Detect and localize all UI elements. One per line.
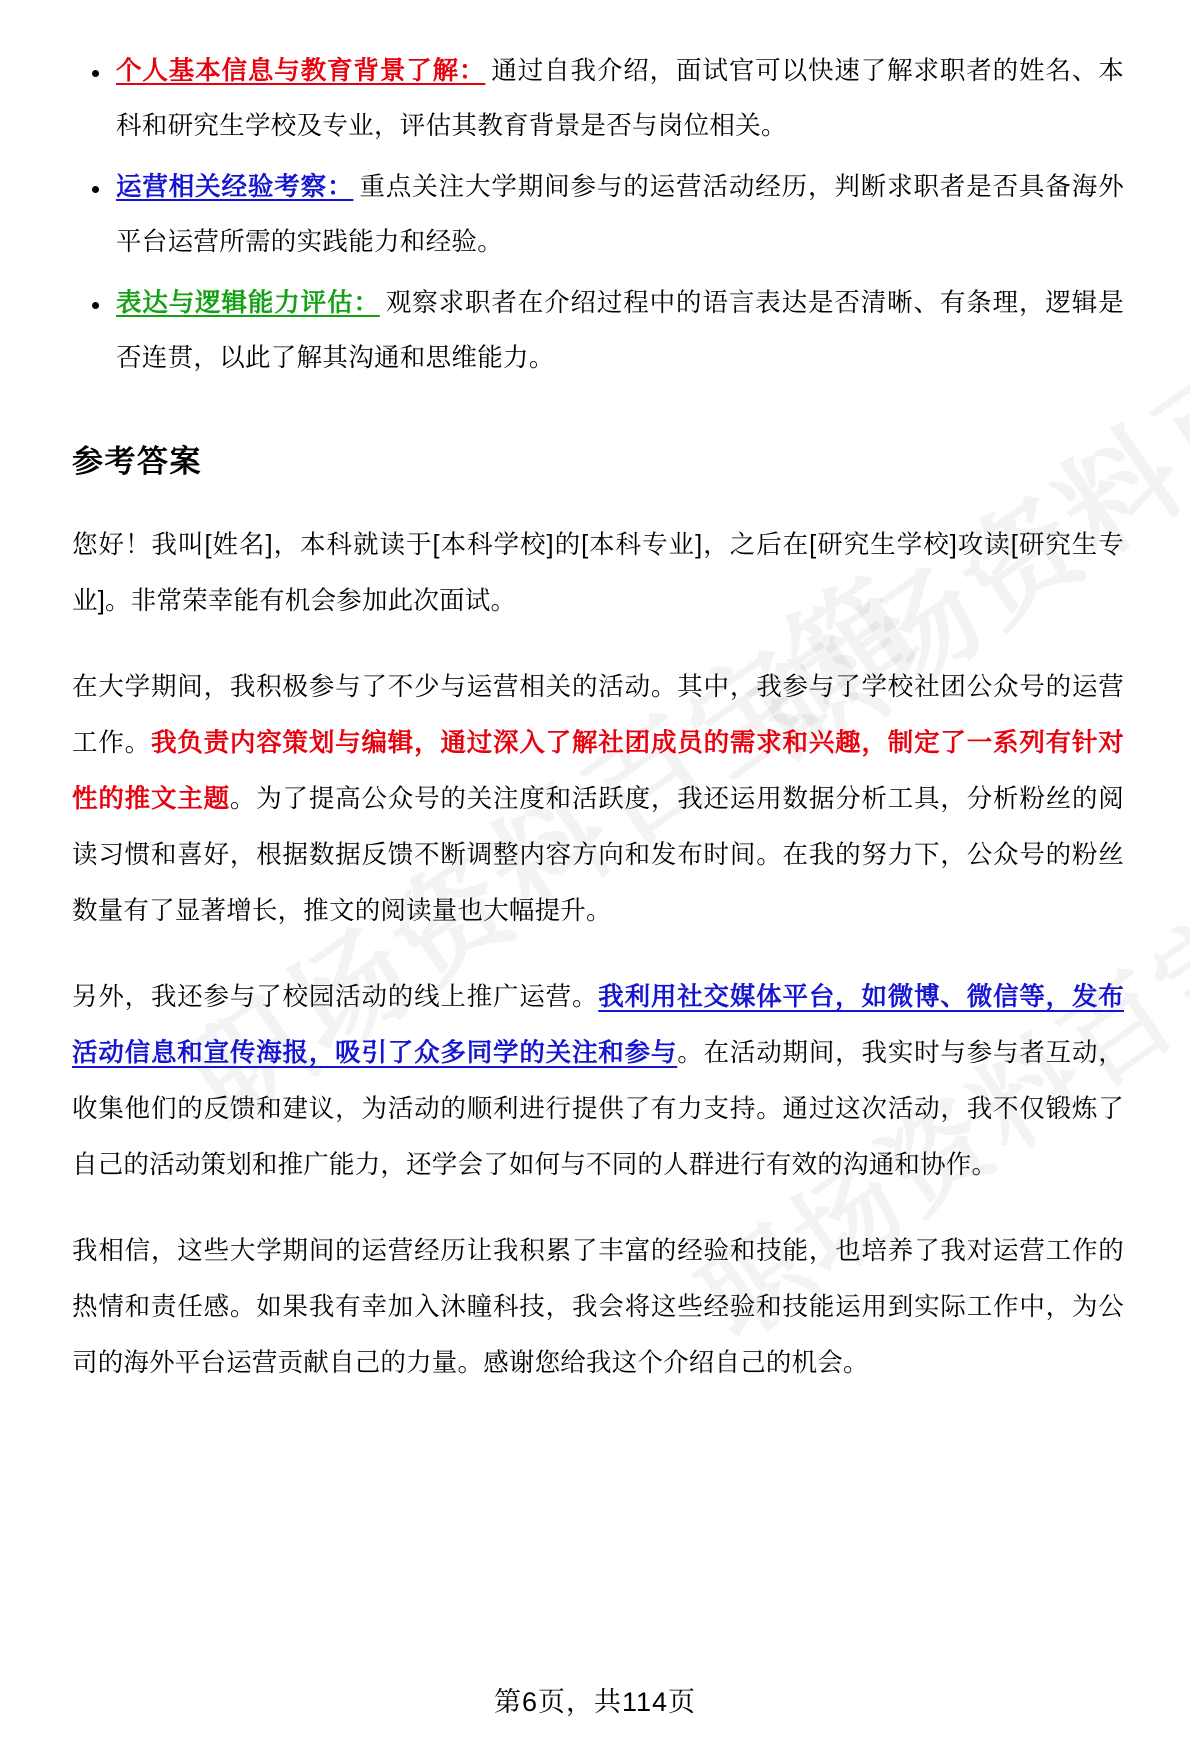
paragraph-text: 。为了提高公众号的关注度和活跃度，我还运用数据分析工具，分析粉丝的阅读习惯和喜好，根据数据反馈不断调整内容方向和发布时间。在我的努力下，公众号的粉丝数量有了显著增长，推文的阅读量也大幅提升。 xyxy=(72,785,1124,926)
section-heading-reference-answer: 参考答案 xyxy=(72,444,202,479)
document-content xyxy=(66,44,1124,1391)
page-number-footer: 第6页，共114页 xyxy=(493,1687,697,1717)
paragraph-text: 在大学期间，我积极参与了不少与运营相关的活动。其中，我参与了学校社团公众号的运营工作。 xyxy=(72,673,1124,758)
bullet-text: 观察求职者在介绍过程中的语言表达是否清晰、有条理，逻辑是否连贯，以此了解其沟通和思维能力。 xyxy=(116,289,1124,372)
paragraph-text: 。在活动期间，我实时与参与者互动，收集他们的反馈和建议，为活动的顺利进行提供了有力支持。通过这次活动，我不仅锻炼了自己的活动策划和推广能力，还学会了如何与不同的人群进行有效的沟通和协作。 xyxy=(72,1039,1124,1180)
bullet-label-personal-info: 个人基本信息与教育背景了解： xyxy=(116,57,486,85)
answer-paragraph-campus-promotion xyxy=(72,969,1124,1193)
list-item xyxy=(66,44,1124,154)
highlight-blue-text: 我利用社交媒体平台，如微博、微信等，发布活动信息和宣传海报，吸引了众多同学的关注和参与 xyxy=(72,983,1124,1068)
answer-paragraph-club-operations xyxy=(72,659,1124,939)
highlight-red-text: 我负责内容策划与编辑，通过深入了解社团成员的需求和兴趣，制定了一系列有针对性的推文主题 xyxy=(72,729,1124,814)
answer-paragraph-intro xyxy=(72,517,1124,629)
answer-paragraph-closing xyxy=(72,1223,1124,1391)
bullet-label-operations-experience: 运营相关经验考察： xyxy=(116,173,354,201)
bullet-text: 重点关注大学期间参与的运营活动经历，判断求职者是否具备海外平台运营所需的实践能力和经验。 xyxy=(116,173,1124,256)
list-item xyxy=(66,160,1124,270)
paragraph-text: 您好！我叫[姓名]，本科就读于[本科学校]的[本科专业]，之后在[研究生学校]攻读[研究生专业]。非常荣幸能有机会参加此次面试。 xyxy=(72,531,1124,616)
assessment-points-list xyxy=(66,44,1124,386)
bullet-label-expression-logic: 表达与逻辑能力评估： xyxy=(116,289,380,317)
paragraph-text: 另外，我还参与了校园活动的线上推广运营。 xyxy=(72,983,599,1012)
bullet-text: 通过自我介绍，面试官可以快速了解求职者的姓名、本科和研究生学校及专业，评估其教育背景是否与岗位相关。 xyxy=(116,57,1124,140)
paragraph-text: 我相信，这些大学期间的运营经历让我积累了丰富的经验和技能，也培养了我对运营工作的热情和责任感。如果我有幸加入沐瞳科技，我会将这些经验和技能运用到实际工作中，为公司的海外平台运营贡献自己的力量。感谢您给我这个介绍自己的机会。 xyxy=(72,1237,1124,1378)
list-item xyxy=(66,276,1124,386)
